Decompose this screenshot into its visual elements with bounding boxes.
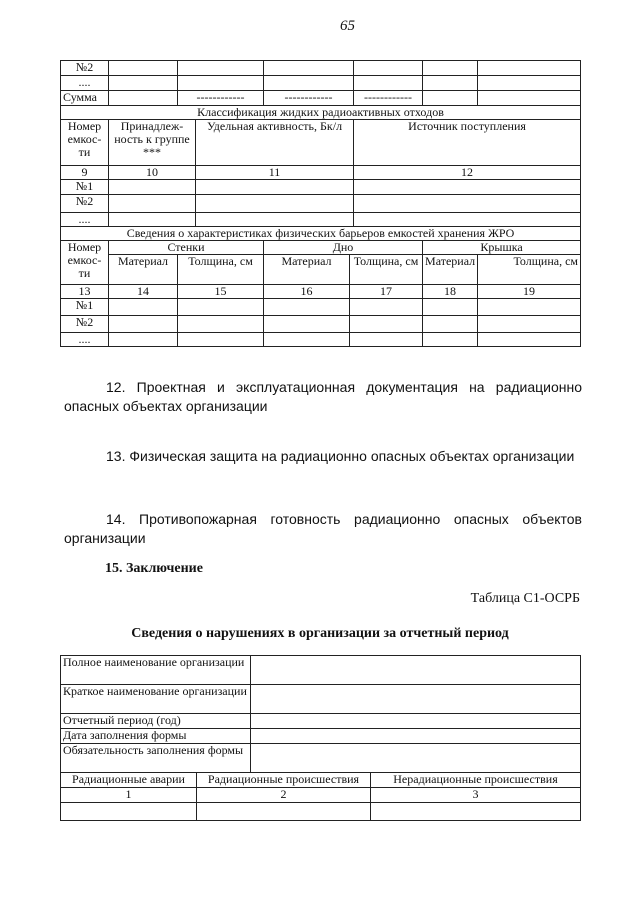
violations-table — [60, 655, 581, 821]
paragraph-12 — [64, 378, 582, 416]
col-rad-incidents: Радиационные происшествия — [197, 773, 371, 788]
paragraph-14 — [64, 510, 582, 548]
full-name-label: Полное наименование организации — [61, 656, 251, 685]
paragraph-13 — [64, 447, 582, 466]
table-row — [61, 180, 581, 195]
page-number: 65 — [340, 18, 355, 34]
row-label-sum: Сумма — [61, 91, 109, 106]
col-source: Источник поступления — [354, 120, 581, 166]
table-row — [61, 333, 581, 347]
row-label-no2: №2 — [61, 316, 109, 333]
full-name-value — [251, 656, 581, 685]
paragraph-12-text: 12. Проектная и эксплуатационная документация на радиационно опасных объектах организации — [64, 379, 582, 414]
fill-date-label: Дата заполнения формы — [61, 729, 251, 744]
row-label-dots: .... — [61, 333, 109, 347]
tanks-table — [60, 60, 581, 347]
col-num-11: 11 — [196, 166, 354, 180]
row-label-no1: №1 — [61, 180, 109, 195]
col-num-15: 15 — [178, 285, 264, 299]
col-activity: Удельная активность, Бк/л — [196, 120, 354, 166]
col-num-14: 14 — [109, 285, 178, 299]
table-row — [61, 61, 581, 76]
col-group: Принадлеж- ность к группе *** — [109, 120, 196, 166]
sum-dash-3: ------------ — [364, 90, 412, 104]
table-row — [61, 76, 581, 91]
col-rad-accidents: Радиационные аварии — [61, 773, 197, 788]
table-row — [61, 316, 581, 333]
col-num-3: 3 — [371, 788, 581, 803]
col-num-13: 13 — [61, 285, 109, 299]
col-num-19: 19 — [478, 285, 581, 299]
lid-header: Крышка — [423, 241, 581, 255]
col-num-17: 17 — [350, 285, 423, 299]
mandatory-value — [251, 744, 581, 773]
bottom-header: Дно — [264, 241, 423, 255]
bottom-thickness: Толщина, см — [350, 255, 423, 285]
col-num-1: 1 — [61, 788, 197, 803]
bottom-material: Материал — [264, 255, 350, 285]
paragraph-13-text: 13. Физическая защита на радиационно опасных объектах организации — [106, 448, 575, 464]
col-num-10: 10 — [109, 166, 196, 180]
row-label-no2: №2 — [61, 61, 109, 76]
period-label: Отчетный период (год) — [61, 714, 251, 729]
period-value — [251, 714, 581, 729]
walls-header: Стенки — [109, 241, 264, 255]
violations-title: Сведения о нарушениях в организации за отчетный период — [131, 626, 509, 641]
col-nonrad-incidents: Нерадиационные происшествия — [371, 773, 581, 788]
table-row — [61, 299, 581, 316]
row-label-dots: .... — [61, 76, 109, 91]
row-label-no2: №2 — [61, 195, 109, 213]
mandatory-label: Обязательность заполнения формы — [61, 744, 251, 773]
short-name-value — [251, 685, 581, 714]
section-heading-15: 15. Заключение — [105, 561, 203, 576]
col-num-2: 2 — [197, 788, 371, 803]
table-row — [61, 803, 581, 821]
walls-material: Материал — [109, 255, 178, 285]
lid-thickness: Толщина, см — [478, 255, 581, 285]
sum-dash-1: ------------ — [196, 90, 245, 104]
fill-date-value — [251, 729, 581, 744]
col-tank-number-2: Номер емкос- ти — [61, 241, 109, 285]
lid-material: Материал — [423, 255, 478, 285]
row-label-no1: №1 — [61, 299, 109, 316]
barriers-header: Сведения о характеристиках физических барьеров емкостей хранения ЖРО — [61, 227, 581, 241]
short-name-label: Краткое наименование организации — [61, 685, 251, 714]
sum-dash-2: ------------ — [284, 90, 333, 104]
walls-thickness: Толщина, см — [178, 255, 264, 285]
col-num-18: 18 — [423, 285, 478, 299]
col-tank-number: Номер емкос- ти — [61, 120, 109, 166]
table-row — [61, 213, 581, 227]
table-row — [61, 195, 581, 213]
table-row — [61, 91, 581, 106]
col-num-16: 16 — [264, 285, 350, 299]
table-name: Таблица С1-ОСРБ — [470, 591, 580, 606]
col-num-12: 12 — [354, 166, 581, 180]
row-label-dots: .... — [61, 213, 109, 227]
col-num-9: 9 — [61, 166, 109, 180]
classification-header: Классификация жидких радиоактивных отходов — [61, 106, 581, 120]
paragraph-14-text: 14. Противопожарная готовность радиационно опасных объектов организации — [64, 511, 582, 546]
